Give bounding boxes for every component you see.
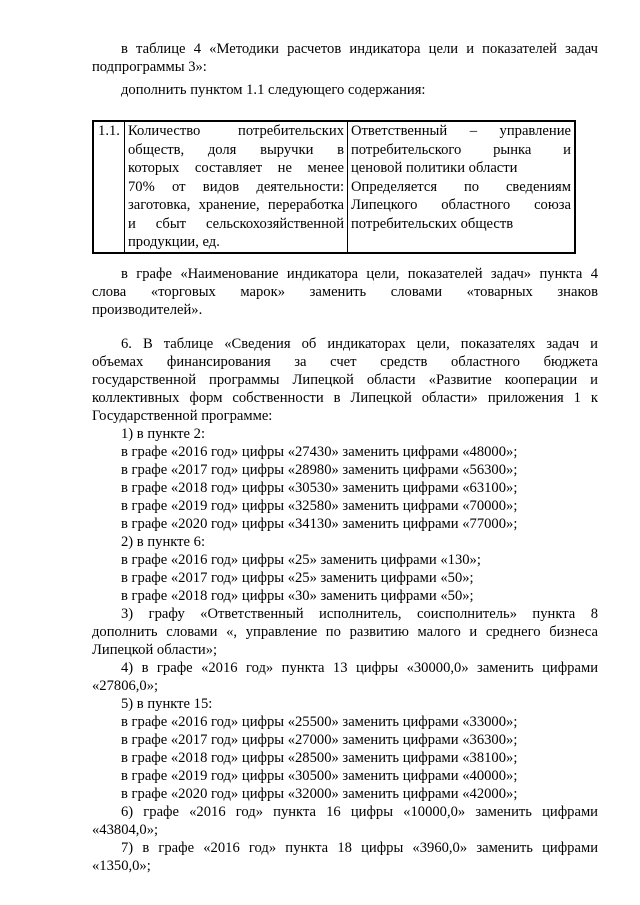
item6-line-5: Государственной программе: (92, 408, 273, 424)
table-cell-number: 1.1. (93, 121, 125, 253)
sub1-line: в графе «2017 год» цифры «28980» заменить цифрами «56300»; (121, 462, 518, 478)
sub6-line-1: 6) графе «2016 год» пункта 16 цифры «10000,0» заменить цифрами (121, 804, 598, 820)
sub3-line-1: 3) графу «Ответственный исполнитель, соисполнитель» пункта 8 (121, 606, 598, 622)
table-cell-responsible (348, 121, 576, 253)
sub3-line-3: Липецкой области»; (92, 642, 218, 658)
indicator-line: и сбыт сельскохозяйственной (128, 215, 344, 232)
sub5-line: в графе «2018 год» цифры «28500» заменить цифрами «38100»; (121, 750, 518, 766)
table-cell-indicator (125, 121, 348, 253)
sub1-heading: 1) в пункте 2: (121, 426, 206, 442)
sub2-line: в графе «2018 год» цифры «30» заменить цифрами «50»; (121, 588, 474, 604)
insert-table (92, 120, 576, 254)
responsible-line: ценовой политики области (351, 160, 518, 176)
sub1-line: в графе «2019 год» цифры «32580» заменить цифрами «70000»; (121, 498, 518, 514)
intro-line-1: в таблице 4 «Методики расчетов индикатора цели и показателей задач (121, 41, 598, 57)
graf-line-1: в графе «Наименование индикатора цели, показателей задач» пункта 4 (121, 266, 598, 282)
sub5-line: в графе «2019 год» цифры «30500» заменить цифрами «40000»; (121, 768, 518, 784)
graf-line-3: производителей». (92, 302, 203, 318)
sub1-line: в графе «2020 год» цифры «34130» заменить цифрами «77000»; (121, 516, 518, 532)
sub6-line-2: «43804,0»; (92, 822, 159, 838)
sub1-line: в графе «2016 год» цифры «27430» заменить цифрами «48000»; (121, 444, 518, 460)
responsible-line: потребительских обществ (351, 215, 514, 232)
sub5-line: в графе «2017 год» цифры «27000» заменить цифрами «36300»; (121, 732, 518, 748)
intro-line-3: дополнить пунктом 1.1 следующего содержания: (121, 82, 426, 98)
table-row (93, 121, 575, 253)
responsible-line: Определяется по сведениям (351, 178, 571, 195)
item6-line-3: государственной программы Липецкой области «Развитие кооперации и (92, 372, 598, 388)
indicator-line: обществ, доля выручки в (128, 141, 344, 158)
sub5-line: в графе «2020 год» цифры «32000» заменить цифрами «42000»; (121, 786, 518, 802)
item6-line-1: 6. В таблице «Сведения об индикаторах цели, показателях задач и (121, 336, 598, 352)
responsible-line: потребительского рынка и (351, 141, 571, 158)
graf-line-2: слова «торговых марок» заменить словами «товарных знаков (92, 284, 598, 300)
sub3-line-2: дополнить словами «, управление по развитию малого и среднего бизнеса (92, 624, 598, 640)
indicator-line: Количество потребительских (128, 123, 344, 139)
indicator-line: заготовка, хранение, переработка (128, 197, 344, 213)
sub2-heading: 2) в пункте 6: (121, 534, 206, 550)
sub4-line-1: 4) в графе «2016 год» пункта 13 цифры «30000,0» заменить цифрами (121, 660, 598, 676)
sub7-line-2: «1350,0»; (92, 858, 151, 874)
indicator-line: продукции, ед. (128, 234, 220, 250)
sub4-line-2: «27806,0»; (92, 678, 159, 694)
sub1-line: в графе «2018 год» цифры «30530» заменить цифрами «63100»; (121, 480, 518, 496)
indicator-line: которых составляет не менее (128, 160, 344, 176)
item6-line-4: коллективных форм собственности в Липецкой области» приложения 1 к (92, 390, 598, 406)
sub5-line: в графе «2016 год» цифры «25500» заменить цифрами «33000»; (121, 714, 518, 730)
sub7-line-1: 7) в графе «2016 год» пункта 18 цифры «3960,0» заменить цифрами (121, 840, 598, 856)
indicator-line: 70% от видов деятельности: (128, 178, 344, 195)
intro-line-2: подпрограммы 3»: (92, 59, 207, 75)
sub5-heading: 5) в пункте 15: (121, 696, 213, 712)
item6-line-2: объемах финансирования за счет средств областного бюджета (92, 354, 598, 370)
responsible-line: Липецкого областного союза (351, 197, 571, 213)
sub2-line: в графе «2016 год» цифры «25» заменить цифрами «130»; (121, 552, 481, 568)
sub2-line: в графе «2017 год» цифры «25» заменить цифрами «50»; (121, 570, 474, 586)
responsible-line: Ответственный – управление (351, 123, 571, 139)
